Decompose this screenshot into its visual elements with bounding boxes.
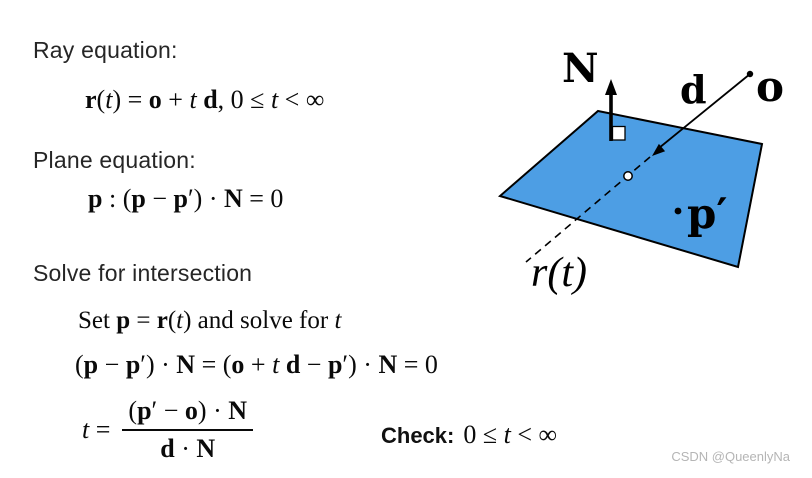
ray-plane-diagram [478,38,812,300]
normal-label: N [562,45,599,92]
expanded-equation-line: (p − p′) · N = (o + t d − p′) · N = 0 [75,350,438,379]
fraction-numerator: (p′ − o) · N [128,396,248,425]
plane-point-dot [675,208,682,215]
origin-point-dot [747,71,753,77]
set-equal-line: Set p = r(t) and solve for t [78,307,342,334]
t-solution-formula [82,396,253,464]
origin-label: o [756,62,785,111]
ray-equation-heading: Ray equation: [33,37,178,63]
normal-vector-arrowhead [605,79,617,95]
ray-label: r(t) [531,250,587,296]
right-angle-marker [613,127,626,141]
fraction-denominator: d · N [160,434,216,464]
watermark: CSDN @QueenlyNa [671,449,790,464]
plane-point-label: p′ [687,189,728,238]
check-label: Check: [381,423,455,448]
solve-intersection-heading: Solve for intersection [33,260,253,286]
check-formula: 0 ≤ t < ∞ [463,420,558,449]
plane-equation-formula: p : (p − p′) · N = 0 [88,184,284,213]
check-note [381,420,557,450]
t-equals: t = [82,415,111,445]
direction-label: d [680,67,707,112]
ray-equation-formula: r(t) = o + t d, 0 ≤ t < ∞ [85,85,325,114]
plane-equation-heading: Plane equation: [33,147,196,173]
intersection-point-marker [624,172,632,180]
fraction [122,396,253,464]
